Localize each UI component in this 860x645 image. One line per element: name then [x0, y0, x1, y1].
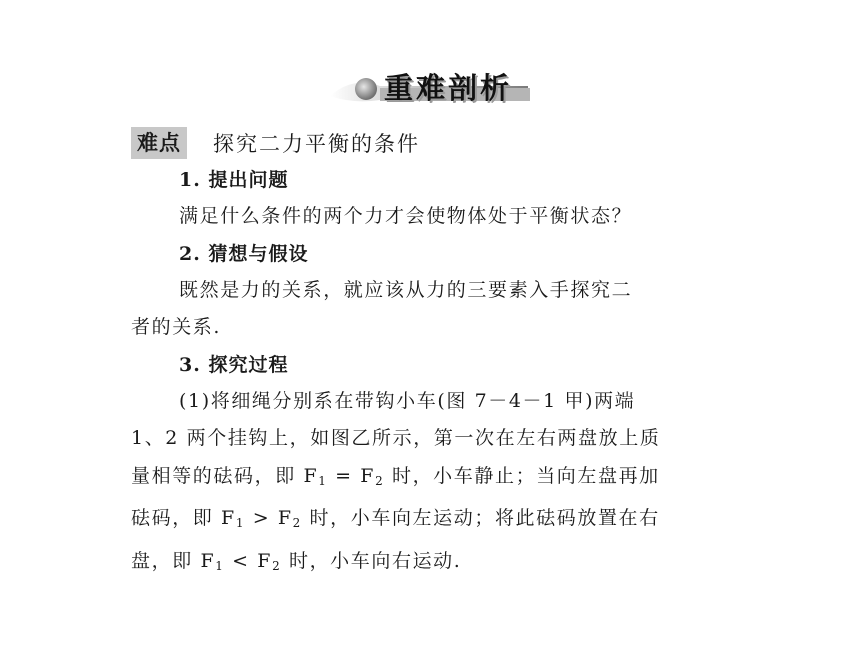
subscript: 1 [215, 558, 225, 573]
formula-text: 时，小车向左运动；将此砝码放置在右 [301, 507, 660, 529]
formula-text: = F [327, 464, 376, 487]
difficulty-title: 探究二力平衡的条件 [213, 132, 420, 156]
formula-text: > F [245, 507, 293, 529]
subscript: 1 [235, 516, 246, 530]
section-heading-2: 2. 猜想与假设 [179, 242, 309, 265]
section-heading-3: 3. 探究过程 [179, 353, 289, 376]
section-2-text-line-2: 者的关系. [131, 316, 222, 338]
subscript: 2 [292, 516, 302, 530]
subscript: 1 [318, 473, 328, 488]
formula-text: 砝码，即 F [131, 507, 236, 529]
formula-text: 量相等的砝码，即 F [131, 464, 319, 487]
section-3-line-4 [131, 500, 736, 543]
section-3-line-5 [131, 543, 736, 586]
formula-text: 盘，即 F [131, 549, 216, 572]
subscript: 2 [272, 558, 282, 573]
section-banner [328, 60, 533, 108]
section-2-text-line-1: 既然是力的关系，就应该从力的三要素入手探究二 [179, 278, 633, 301]
formula-text: 时，小车向右运动. [281, 549, 462, 572]
document-body [131, 124, 736, 585]
formula-text: < F [224, 549, 273, 572]
formula-text: 时，小车静止；当向左盘再加 [384, 464, 660, 487]
section-3-line-1: (1)将细绳分别系在带钩小车(图 7－4－1 甲)两端 [179, 389, 636, 412]
section-1-text: 满足什么条件的两个力才会使物体处于平衡状态？ [179, 205, 633, 227]
section-3-line-3 [131, 458, 736, 501]
difficulty-tag: 难点 [131, 127, 187, 159]
difficulty-row [131, 124, 736, 162]
subscript: 2 [375, 473, 385, 488]
section-3-line-2: 1、2 两个挂钩上，如图乙所示，第一次在左右两盘放上质 [131, 427, 661, 449]
banner-title: 重难剖析 [384, 71, 513, 105]
section-heading-1: 1. 提出问题 [179, 169, 289, 191]
